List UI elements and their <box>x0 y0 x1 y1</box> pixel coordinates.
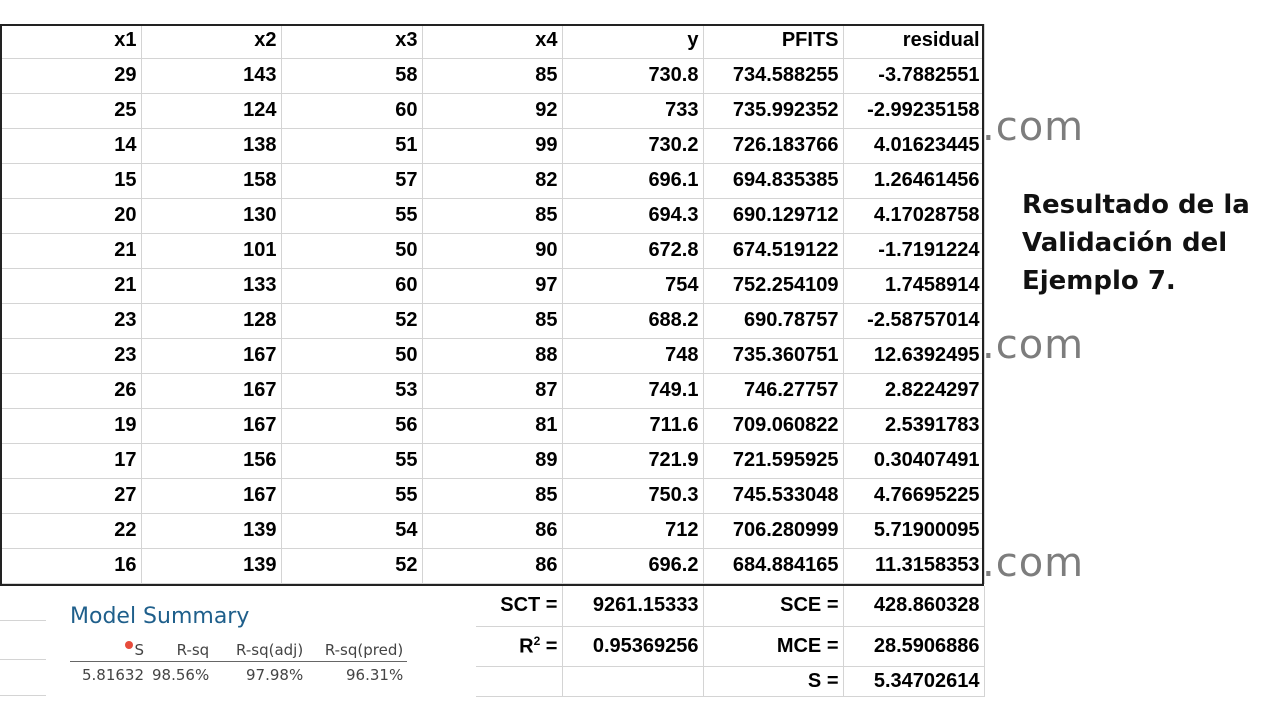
model-summary-title: Model Summary <box>70 604 250 629</box>
table-cell: 14 <box>0 128 141 163</box>
caption-line: Resultado de la <box>1022 190 1250 220</box>
table-cell: 50 <box>281 233 422 268</box>
ms-header-rsq-pred: R-sq(pred) <box>307 641 407 662</box>
table-row <box>0 373 984 408</box>
column-header: x1 <box>0 24 141 58</box>
table-cell: 139 <box>141 548 281 583</box>
watermark-text: .com <box>982 104 1085 150</box>
table-row <box>0 93 984 128</box>
r2-superscript: 2 <box>533 633 541 648</box>
ms-header-s-label: S <box>134 641 144 659</box>
table-cell: 29 <box>0 58 141 93</box>
caption-line: Ejemplo 7. <box>1022 266 1176 296</box>
table-cell: 86 <box>422 513 562 548</box>
table-cell: 674.519122 <box>703 233 843 268</box>
table-cell: 57 <box>281 163 422 198</box>
sce-value: 428.860328 <box>843 586 984 626</box>
gridline <box>0 620 46 621</box>
table-cell: 754 <box>562 268 703 303</box>
table-cell: 82 <box>422 163 562 198</box>
table-row <box>0 128 984 163</box>
table-cell: 156 <box>141 443 281 478</box>
table-cell: 4.76695225 <box>843 478 984 513</box>
s-label: S = <box>703 666 843 696</box>
column-header: residual <box>843 24 984 58</box>
table-cell: 89 <box>422 443 562 478</box>
table-cell: 26 <box>0 373 141 408</box>
empty-cell <box>476 666 562 696</box>
table-cell: 22 <box>0 513 141 548</box>
table-cell: 750.3 <box>562 478 703 513</box>
table-cell: -2.58757014 <box>843 303 984 338</box>
ms-value-s: 5.81632 <box>81 666 144 684</box>
table-cell: 60 <box>281 268 422 303</box>
table-cell: 92 <box>422 93 562 128</box>
ms-value-rsq-pred: 96.31% <box>346 666 404 684</box>
table-cell: 16 <box>0 548 141 583</box>
table-cell: 690.78757 <box>703 303 843 338</box>
table-cell: -1.7191224 <box>843 233 984 268</box>
empty-cell <box>562 666 703 696</box>
table-row <box>0 58 984 93</box>
stats-table <box>476 586 985 697</box>
table-cell: 60 <box>281 93 422 128</box>
table-cell: 87 <box>422 373 562 408</box>
table-row <box>0 478 984 513</box>
table-cell: 85 <box>422 478 562 513</box>
table-cell: 15 <box>0 163 141 198</box>
table-cell: 56 <box>281 408 422 443</box>
table-cell: 51 <box>281 128 422 163</box>
table-cell: 696.2 <box>562 548 703 583</box>
table-cell: 19 <box>0 408 141 443</box>
table-cell: 55 <box>281 478 422 513</box>
table-cell: 752.254109 <box>703 268 843 303</box>
table-row <box>0 443 984 478</box>
ms-value-rsq: 98.56% <box>152 666 210 684</box>
mce-label: MCE = <box>703 626 843 666</box>
ms-header-rsq: R-sq <box>148 641 213 662</box>
caption-line: Validación del <box>1022 228 1228 258</box>
table-cell: 4.17028758 <box>843 198 984 233</box>
table-cell: 12.6392495 <box>843 338 984 373</box>
ms-header-rsq-adj: R-sq(adj) <box>213 641 307 662</box>
table-cell: 124 <box>141 93 281 128</box>
table-cell: 709.060822 <box>703 408 843 443</box>
r2-label <box>476 626 562 666</box>
table-cell: 684.884165 <box>703 548 843 583</box>
table-cell: 690.129712 <box>703 198 843 233</box>
table-cell: 721.595925 <box>703 443 843 478</box>
table-row <box>0 408 984 443</box>
table-cell: 5.71900095 <box>843 513 984 548</box>
table-cell: 712 <box>562 513 703 548</box>
table-cell: 23 <box>0 303 141 338</box>
table-cell: 735.992352 <box>703 93 843 128</box>
table-cell: 167 <box>141 478 281 513</box>
table-cell: 55 <box>281 443 422 478</box>
sct-value: 9261.15333 <box>562 586 703 626</box>
r2-letter: R <box>519 635 534 658</box>
table-cell: 694.835385 <box>703 163 843 198</box>
sce-label: SCE = <box>703 586 843 626</box>
table-cell: 85 <box>422 303 562 338</box>
table-cell: 52 <box>281 548 422 583</box>
table-row <box>0 303 984 338</box>
table-cell: 53 <box>281 373 422 408</box>
table-row <box>0 163 984 198</box>
gridline <box>0 659 46 660</box>
stats-block <box>476 586 984 697</box>
table-row <box>0 233 984 268</box>
table-cell: 139 <box>141 513 281 548</box>
table-row <box>0 548 984 583</box>
marker-dot-icon <box>125 641 133 649</box>
table-cell: 167 <box>141 338 281 373</box>
table-cell: 730.2 <box>562 128 703 163</box>
table-cell: 133 <box>141 268 281 303</box>
mce-value: 28.5906886 <box>843 626 984 666</box>
table-cell: 138 <box>141 128 281 163</box>
table-cell: -2.99235158 <box>843 93 984 128</box>
table-cell: 1.7458914 <box>843 268 984 303</box>
table-cell: 20 <box>0 198 141 233</box>
table-cell: 101 <box>141 233 281 268</box>
table-cell: 21 <box>0 233 141 268</box>
table-cell: 746.27757 <box>703 373 843 408</box>
column-header: PFITS <box>703 24 843 58</box>
table-row <box>0 338 984 373</box>
table-cell: -3.7882551 <box>843 58 984 93</box>
table-cell: 688.2 <box>562 303 703 338</box>
column-header: x2 <box>141 24 281 58</box>
table-cell: 730.8 <box>562 58 703 93</box>
r2-equals: = <box>540 635 558 658</box>
model-summary-table <box>70 641 407 684</box>
sct-label: SCT = <box>476 586 562 626</box>
table-cell: 749.1 <box>562 373 703 408</box>
caption <box>1022 186 1272 300</box>
table-cell: 50 <box>281 338 422 373</box>
table-cell: 25 <box>0 93 141 128</box>
table-cell: 706.280999 <box>703 513 843 548</box>
gridline <box>0 695 46 696</box>
table-cell: 88 <box>422 338 562 373</box>
table-cell: 726.183766 <box>703 128 843 163</box>
table-cell: 748 <box>562 338 703 373</box>
table-cell: 54 <box>281 513 422 548</box>
table-cell: 696.1 <box>562 163 703 198</box>
table-cell: 745.533048 <box>703 478 843 513</box>
table-cell: 128 <box>141 303 281 338</box>
table-cell: 23 <box>0 338 141 373</box>
table-cell: 672.8 <box>562 233 703 268</box>
table-cell: 97 <box>422 268 562 303</box>
table-cell: 99 <box>422 128 562 163</box>
table-cell: 85 <box>422 58 562 93</box>
watermark-text: .com <box>982 540 1085 586</box>
table-cell: 11.3158353 <box>843 548 984 583</box>
table-cell: 0.30407491 <box>843 443 984 478</box>
table-cell: 1.26461456 <box>843 163 984 198</box>
table-cell: 167 <box>141 373 281 408</box>
table-cell: 17 <box>0 443 141 478</box>
table-cell: 167 <box>141 408 281 443</box>
table-cell: 2.8224297 <box>843 373 984 408</box>
table-cell: 90 <box>422 233 562 268</box>
data-table <box>0 24 985 584</box>
r2-value: 0.95369256 <box>562 626 703 666</box>
table-cell: 158 <box>141 163 281 198</box>
table-cell: 27 <box>0 478 141 513</box>
table-cell: 52 <box>281 303 422 338</box>
table-cell: 130 <box>141 198 281 233</box>
table-cell: 734.588255 <box>703 58 843 93</box>
table-cell: 85 <box>422 198 562 233</box>
watermark-text: .com <box>982 322 1085 368</box>
table-row <box>0 513 984 548</box>
table-cell: 694.3 <box>562 198 703 233</box>
header-row <box>0 24 984 58</box>
column-header: y <box>562 24 703 58</box>
table-cell: 21 <box>0 268 141 303</box>
table-cell: 735.360751 <box>703 338 843 373</box>
model-summary <box>70 604 470 684</box>
table-cell: 4.01623445 <box>843 128 984 163</box>
ms-header-s <box>70 641 148 662</box>
spreadsheet <box>0 24 984 584</box>
column-header: x4 <box>422 24 562 58</box>
table-cell: 58 <box>281 58 422 93</box>
table-cell: 143 <box>141 58 281 93</box>
table-row <box>0 198 984 233</box>
ms-value-rsq-adj: 97.98% <box>246 666 304 684</box>
table-cell: 2.5391783 <box>843 408 984 443</box>
table-row <box>0 268 984 303</box>
table-cell: 721.9 <box>562 443 703 478</box>
table-cell: 81 <box>422 408 562 443</box>
table-cell: 86 <box>422 548 562 583</box>
column-header: x3 <box>281 24 422 58</box>
table-cell: 55 <box>281 198 422 233</box>
s-value: 5.34702614 <box>843 666 984 696</box>
table-cell: 733 <box>562 93 703 128</box>
table-cell: 711.6 <box>562 408 703 443</box>
